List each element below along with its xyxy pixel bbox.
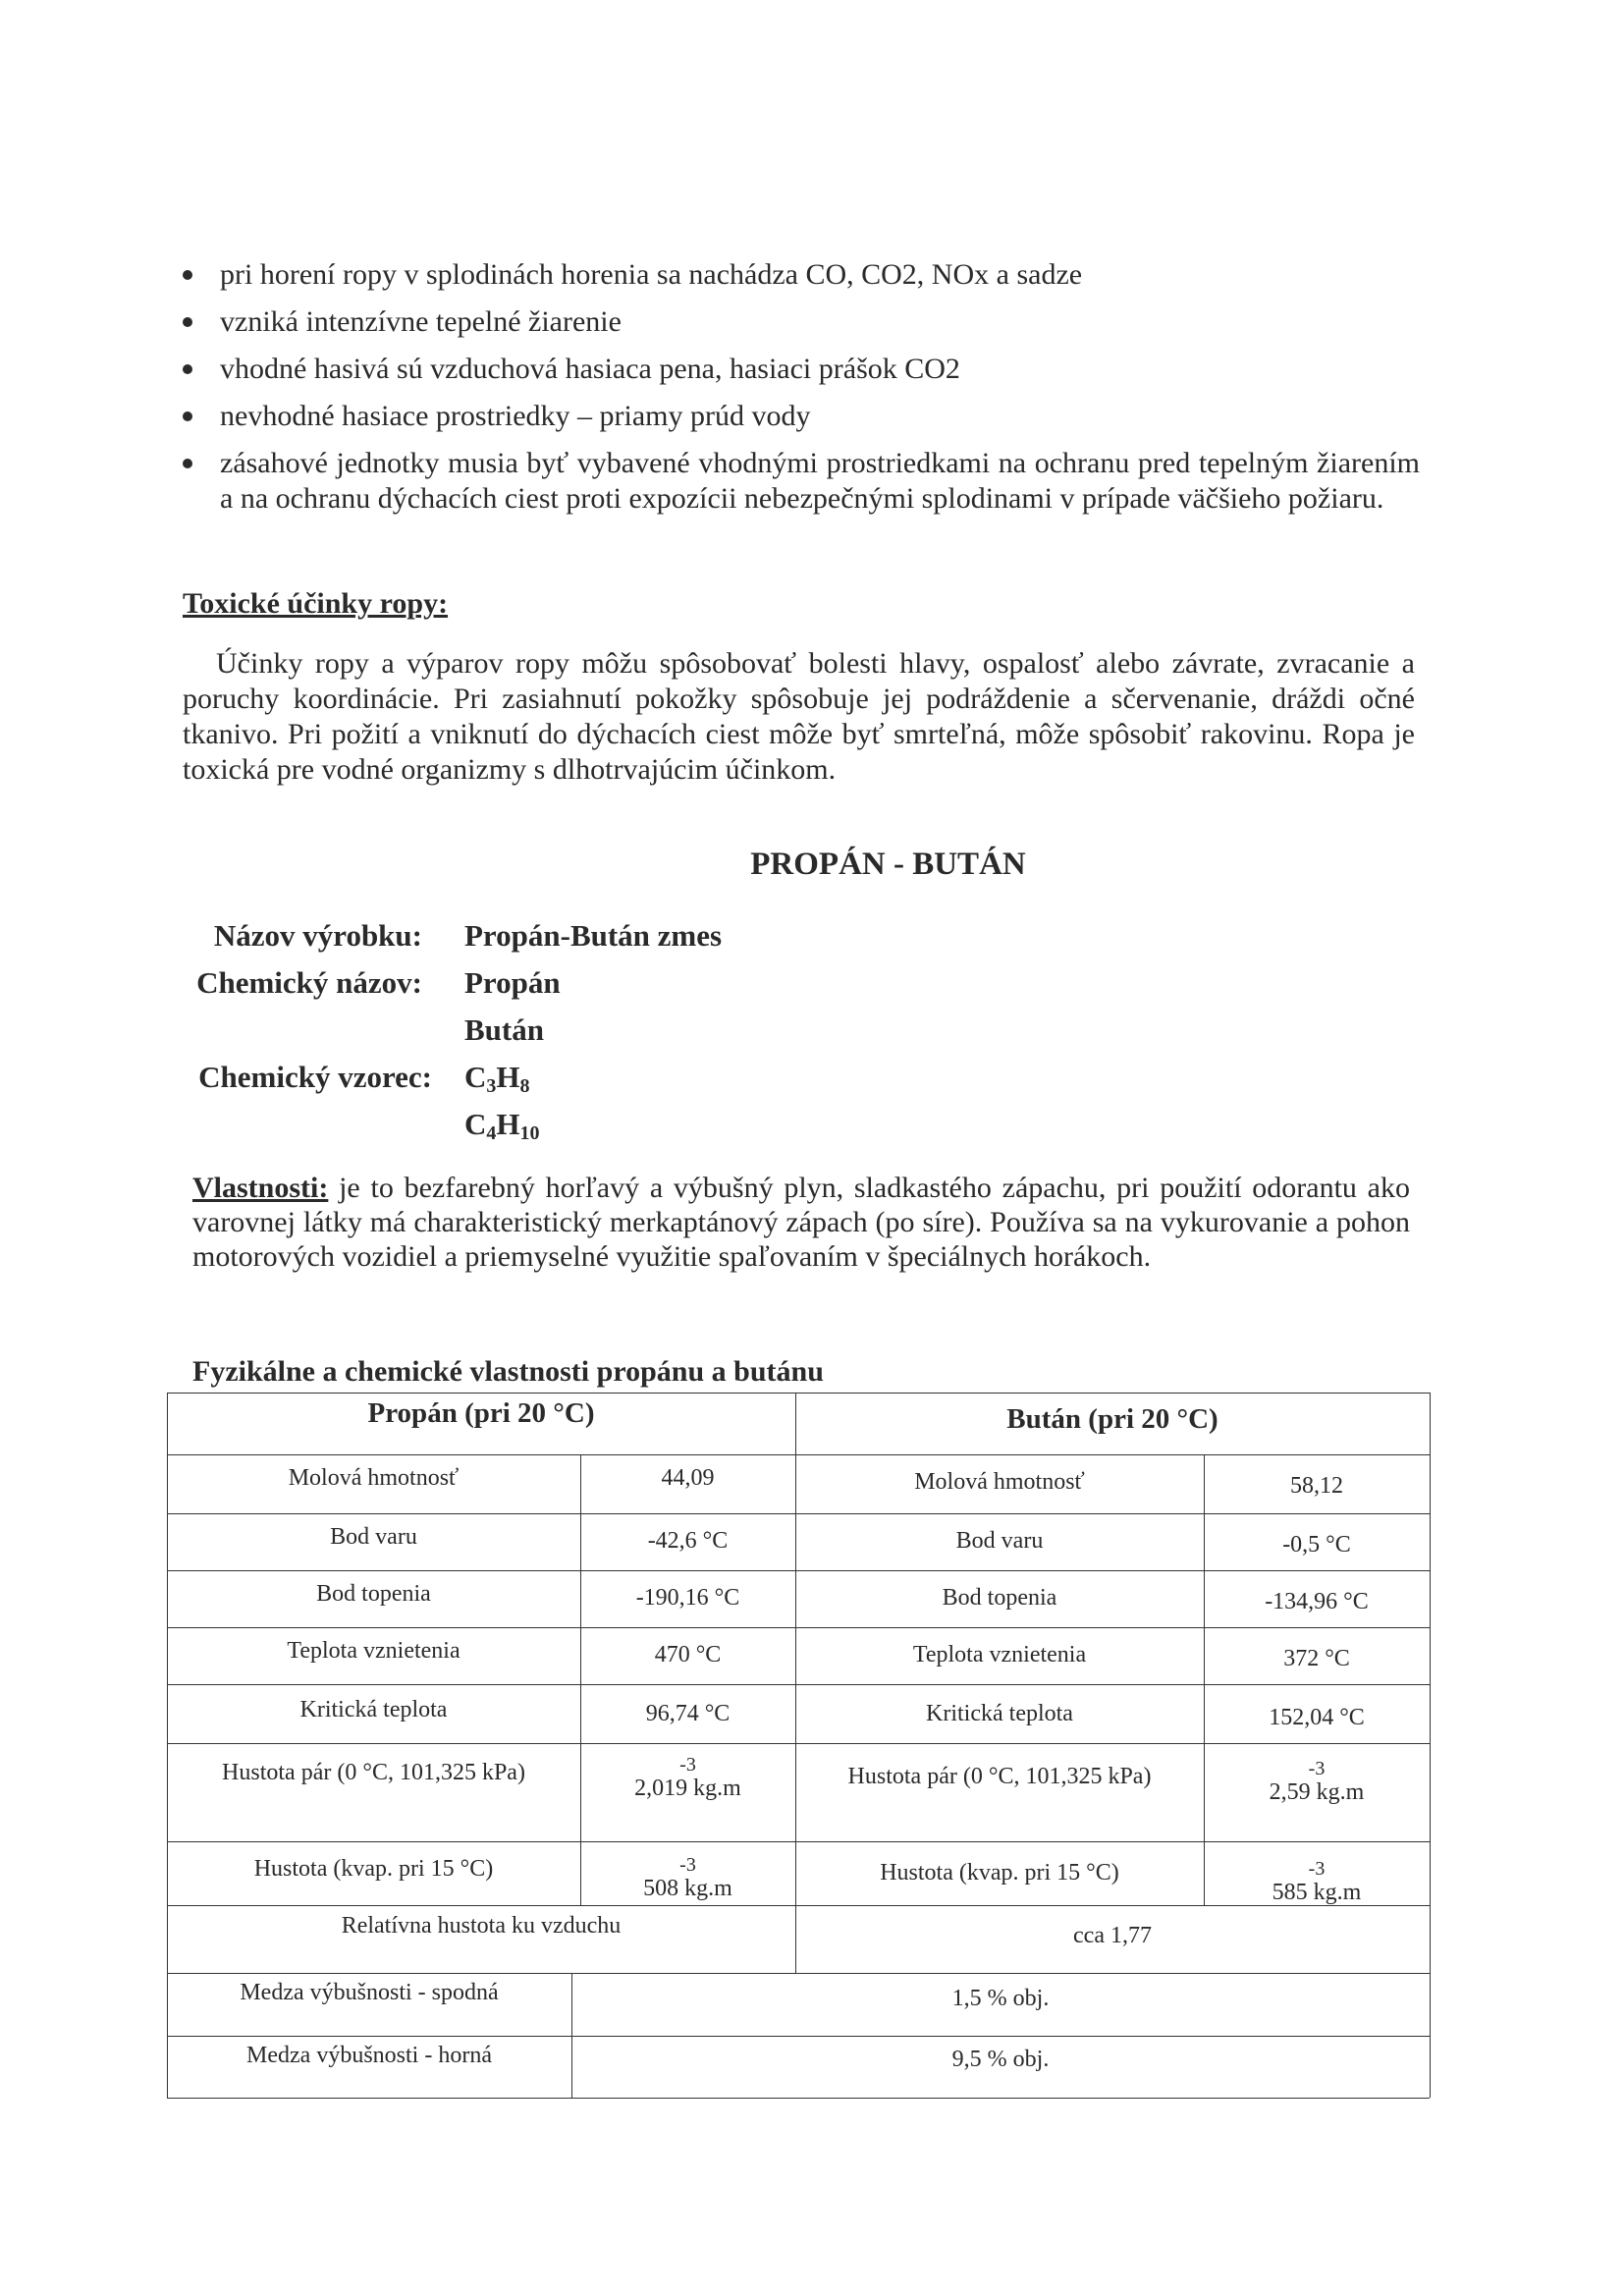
chemical-formula-value: $C_4H_{10}$	[464, 1107, 540, 1144]
propane-header: Propán (pri 20 °C)	[367, 1397, 595, 1429]
list-item: pri horení ropy v splodinách horenia sa nachádza CO, CO2, NOx a sadze	[183, 257, 1420, 293]
list-item: vzniká intenzívne tepelné žiarenie	[183, 304, 1420, 340]
table-title: Fyzikálne a chemické vlastnosti propánu a butánu	[192, 1355, 824, 1388]
chemical-name-label: Chemický názov:	[196, 965, 422, 1000]
product-name-value: Propán-Bután zmes	[464, 918, 723, 953]
list-item: nevhodné hasiace prostriedky – priamy prúd vody	[183, 399, 1420, 434]
list-item: zásahové jednotky musia byť vybavené vhodnými prostriedkami na ochranu pred tepelným žiarením a na ochranu dýchacích ciest proti expozícii nebezpečnými splodinami v prípade väčšieho požiaru.	[183, 446, 1420, 517]
table-cell-value: 152,04 °C	[1269, 1705, 1365, 1730]
chemical-name-value: Bután	[464, 1012, 544, 1047]
table-cell-value: -3 2,019 kg.m	[634, 1754, 741, 1801]
table-cell-label: Hustota (kvap. pri 15 °C)	[253, 1856, 494, 1882]
properties-label: Vlastnosti:	[192, 1172, 329, 1204]
toxic-effects-heading: Toxické účinky ropy:	[183, 587, 449, 620]
list-item: vhodné hasivá sú vzduchová hasiaca pena, hasiaci prášok CO2	[183, 352, 1420, 387]
properties-paragraph	[192, 1171, 1410, 1274]
table-cell-label: Bod topenia	[942, 1585, 1057, 1611]
table-cell-label: Hustota pár (0 °C, 101,325 kPa)	[222, 1760, 525, 1785]
table-cell-value: 1,5 % obj.	[951, 1986, 1050, 2011]
table-cell-label: Teplota vznietenia	[287, 1638, 460, 1664]
table-cell-value: -3 508 kg.m	[643, 1854, 732, 1901]
chemical-formula-value: $C_3H_8$	[464, 1060, 530, 1097]
table-cell-label: Kritická teplota	[926, 1701, 1073, 1726]
table-cell-label: Molová hmotnosť	[288, 1465, 460, 1491]
table-cell-label: Hustota pár (0 °C, 101,325 kPa)	[847, 1764, 1152, 1789]
bullet-icon	[183, 411, 192, 421]
bullet-icon	[183, 364, 192, 374]
table-cell-value: -3 2,59 kg.m	[1269, 1758, 1365, 1805]
table-cell-value: 372 °C	[1283, 1646, 1350, 1671]
table-cell-label: Bod varu	[955, 1528, 1044, 1554]
table-cell-value: 44,09	[661, 1465, 715, 1491]
table-cell-value: -3 585 kg.m	[1272, 1858, 1362, 1905]
fire-hazard-list	[183, 257, 1420, 528]
table-cell-label: Teplota vznietenia	[912, 1642, 1087, 1667]
table-cell-label: Relatívna hustota ku vzduchu	[341, 1913, 622, 1939]
bullet-icon	[183, 317, 192, 327]
properties-table	[167, 1393, 1430, 2099]
table-cell-label: Medza výbušnosti - spodná	[240, 1980, 499, 2005]
table-cell-value: 58,12	[1290, 1473, 1343, 1499]
table-cell-value: -0,5 °C	[1282, 1532, 1351, 1558]
table-cell-value: -190,16 °C	[635, 1585, 740, 1611]
chemical-formula-label: Chemický vzorec:	[198, 1060, 432, 1094]
table-cell-label: Molová hmotnosť	[914, 1469, 1085, 1495]
table-cell-value: 9,5 % obj.	[951, 2047, 1050, 2072]
table-cell-value: 96,74 °C	[645, 1701, 731, 1726]
butane-header: Bután (pri 20 °C)	[1006, 1403, 1218, 1435]
product-name-label: Názov výrobku:	[213, 918, 422, 953]
table-cell-value: -134,96 °C	[1265, 1589, 1369, 1614]
bullet-icon	[183, 270, 192, 280]
page-title: PROPÁN - BUTÁN	[750, 847, 1026, 882]
table-cell-value: -42,6 °C	[647, 1528, 729, 1554]
table-cell-label: Bod topenia	[316, 1581, 431, 1607]
table-cell-label: Medza výbušnosti - horná	[246, 2043, 492, 2068]
table-cell-label: Kritická teplota	[299, 1697, 448, 1722]
properties-text: je to bezfarebný horľavý a výbušný plyn, sladkastého zápachu, pri použití odorantu ako varovnej látky má charakteristický merkaptánový zápach (po síre). Používa sa na vykurovanie a pohon motorových vozidiel a priemyselné využitie spaľovaním v špeciálnych horákoch.	[192, 1172, 1410, 1273]
table-cell-value: 470 °C	[654, 1642, 722, 1667]
chemical-name-value: Propán	[464, 965, 561, 1000]
bullet-icon	[183, 459, 192, 468]
table-cell-value: cca 1,77	[1073, 1923, 1152, 1948]
table-cell-label: Bod varu	[330, 1524, 417, 1550]
toxic-effects-text: Účinky ropy a výparov ropy môžu spôsobovať bolesti hlavy, ospalosť alebo závrate, zvracanie a poruchy koordinácie. Pri zasiahnutí pokožky spôsobuje jej podráždenie a sčervenanie, dráždi očné tkanivo. Pri požití a vniknutí do dýchacích ciest môže byť smrteľná, môže spôsobiť rakovinu. Ropa je toxická pre vodné organizmy s dlhotrvajúcim účinkom.	[183, 647, 1415, 786]
table-cell-label: Hustota (kvap. pri 15 °C)	[880, 1860, 1119, 1886]
